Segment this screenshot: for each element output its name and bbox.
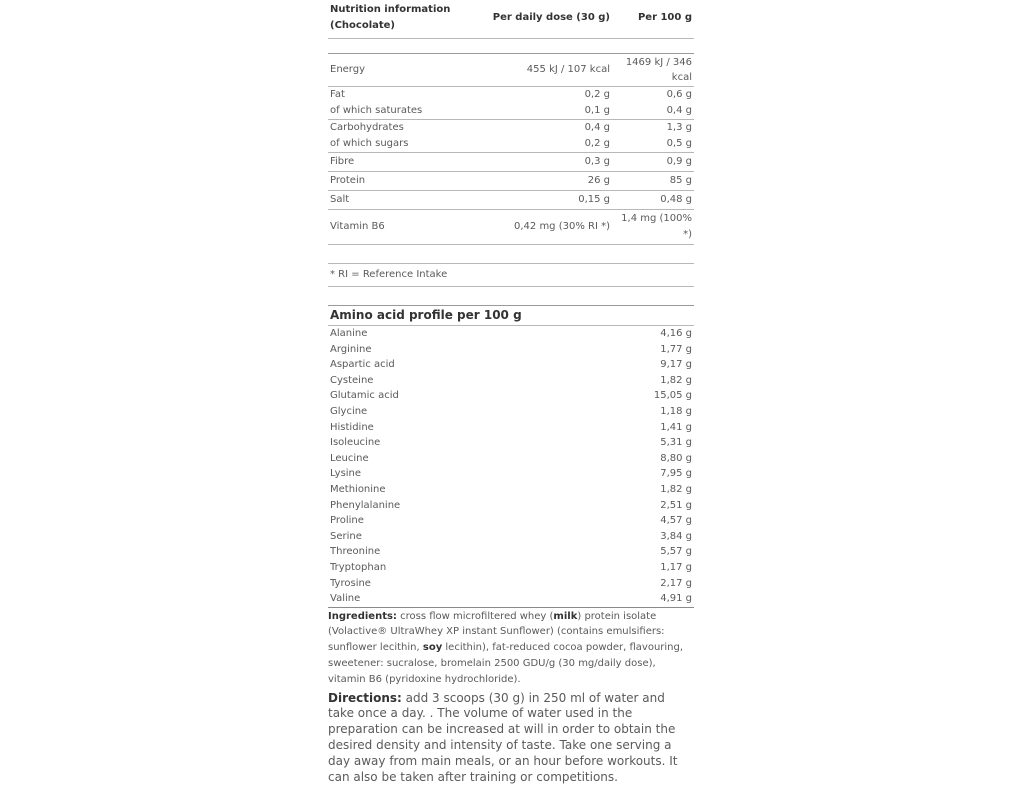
table-row	[328, 466, 694, 482]
amino-name: Serine	[330, 530, 362, 542]
amino-value: 1,82 g	[660, 374, 692, 386]
table-row	[328, 482, 694, 498]
table-row	[328, 420, 694, 436]
amino-value: 5,57 g	[660, 546, 692, 558]
ingredients-text: cross flow microfiltered whey (	[396, 610, 554, 622]
per-100g-value: 0,6 g	[666, 89, 692, 100]
table-row	[328, 451, 694, 467]
amino-name: Glycine	[330, 405, 368, 417]
amino-name: Tryptophan	[330, 561, 387, 573]
amino-name: Arginine	[330, 343, 372, 355]
amino-name: Leucine	[330, 452, 369, 464]
table-row	[328, 326, 694, 342]
amino-value: 2,51 g	[660, 499, 692, 511]
ingredients-label: Ingredients:	[328, 610, 397, 622]
spacer	[328, 245, 694, 263]
amino-name: Tyrosine	[330, 577, 371, 589]
table-row	[328, 404, 694, 420]
amino-value: 2,17 g	[660, 577, 692, 589]
table-row	[328, 544, 694, 560]
header-per-100g: Per 100 g	[637, 12, 692, 23]
table-row	[328, 498, 694, 514]
header-nutrition-info: Nutrition information (Chocolate)	[330, 4, 451, 31]
header-per-daily-dose: Per daily dose (30 g)	[492, 12, 610, 23]
nutrient-name: of which sugars	[330, 138, 409, 149]
table-row	[328, 54, 694, 87]
amino-name: Cysteine	[330, 374, 374, 386]
amino-acid-table	[328, 326, 694, 608]
amino-value: 1,41 g	[660, 421, 692, 433]
amino-name: Proline	[330, 515, 364, 527]
per-dose-value: 455 kJ / 107 kcal	[526, 64, 610, 75]
table-row	[328, 388, 694, 404]
per-100g-value: 1,3 g	[666, 122, 692, 133]
ingredients-text: lecithin), fat-reduced cocoa powder, flavouring, sweetener: sucralose, bromelain 2500 GDU/g (30 mg/daily dose), vitamin B6 (pyridoxine hydrochloride).	[328, 642, 684, 685]
table-row	[328, 435, 694, 451]
amino-name: Threonine	[330, 546, 381, 558]
amino-value: 8,80 g	[660, 452, 692, 464]
nutrition-header-row	[328, 0, 694, 39]
per-dose-value: 0,42 mg (30% RI *)	[514, 221, 610, 232]
table-row	[328, 153, 694, 172]
per-100g-value: 0,4 g	[666, 105, 692, 116]
nutrient-name: Protein	[330, 175, 366, 186]
per-dose-value: 0,4 g	[584, 122, 610, 133]
table-row	[328, 373, 694, 389]
amino-name: Alanine	[330, 328, 368, 339]
per-dose-value: 0,2 g	[584, 89, 610, 100]
spacer	[328, 287, 694, 305]
table-row	[328, 210, 694, 245]
table-row	[328, 560, 694, 576]
amino-value: 1,77 g	[660, 343, 692, 355]
amino-value: 4,57 g	[660, 515, 692, 527]
per-100g-value: 0,48 g	[660, 194, 692, 205]
per-100g-value: 0,9 g	[666, 156, 692, 167]
amino-value: 3,84 g	[660, 530, 692, 542]
nutrient-name: Salt	[330, 194, 350, 205]
amino-value: 5,31 g	[660, 437, 692, 449]
table-row	[328, 357, 694, 373]
table-row	[328, 529, 694, 545]
directions-text: add 3 scoops (30 g) in 250 ml of water and take once a day. . The volume of water used in the preparation can be increased at will in order to obtain the desired density and intensity of taste. Take one serving a day away from main meals, or an hour before workouts. It can also be taken after training or competitions.	[328, 690, 678, 784]
ingredients-paragraph	[328, 608, 694, 688]
allergen-soy: soy	[422, 642, 443, 654]
table-row	[328, 172, 694, 191]
nutrition-table	[328, 0, 694, 245]
amino-value: 4,91 g	[660, 593, 692, 605]
directions-paragraph	[328, 691, 694, 785]
per-dose-value: 0,2 g	[584, 138, 610, 149]
amino-value: 9,17 g	[660, 359, 692, 371]
table-row	[328, 576, 694, 592]
reference-intake-footnote: * RI = Reference Intake	[328, 263, 694, 287]
allergen-milk: milk	[553, 610, 578, 622]
amino-value: 15,05 g	[653, 390, 692, 402]
nutrient-name: Energy	[330, 64, 366, 75]
nutrient-name: Carbohydrates	[330, 122, 404, 133]
amino-value: 4,16 g	[660, 328, 692, 339]
per-dose-value: 0,1 g	[584, 105, 610, 116]
table-row	[328, 103, 694, 120]
per-dose-value: 0,3 g	[584, 156, 610, 167]
table-row	[328, 87, 694, 104]
per-100g-value: 85 g	[669, 175, 692, 186]
product-info	[328, 0, 694, 785]
per-100g-value: 0,5 g	[666, 138, 692, 149]
amino-value: 1,18 g	[660, 405, 692, 417]
table-row	[328, 513, 694, 529]
nutrient-name: Vitamin B6	[330, 221, 385, 232]
table-row	[328, 191, 694, 210]
table-row	[328, 591, 694, 607]
nutrient-name: of which saturates	[330, 105, 423, 116]
amino-value: 7,95 g	[660, 468, 692, 480]
amino-name: Phenylalanine	[330, 499, 401, 511]
per-dose-value: 26 g	[587, 175, 610, 186]
ingredients-text: ) protein isolate (Volactive® UltraWhey XP instant Sunflower) (contains emulsifiers: sunflower lecithin,	[328, 610, 665, 654]
amino-name: Isoleucine	[330, 437, 381, 449]
spacer-row	[328, 39, 694, 54]
amino-name: Histidine	[330, 421, 374, 433]
amino-name: Glutamic acid	[330, 390, 399, 402]
table-row	[328, 120, 694, 137]
amino-value: 1,82 g	[660, 483, 692, 495]
table-row	[328, 342, 694, 358]
nutrient-name: Fat	[330, 89, 345, 100]
per-dose-value: 0,15 g	[578, 194, 610, 205]
per-100g-value: 1469 kJ / 346 kcal	[625, 57, 692, 83]
amino-name: Methionine	[330, 483, 386, 495]
amino-acid-section	[328, 305, 694, 608]
per-100g-value: 1,4 mg (100% *)	[621, 213, 692, 240]
amino-value: 1,17 g	[660, 561, 692, 573]
amino-name: Aspartic acid	[330, 359, 395, 371]
table-row	[328, 136, 694, 153]
amino-acid-title: Amino acid profile per 100 g	[328, 306, 694, 326]
directions-label: Directions:	[328, 690, 402, 705]
nutrient-name: Fibre	[330, 156, 355, 167]
amino-name: Valine	[330, 593, 361, 605]
amino-name: Lysine	[330, 468, 362, 480]
